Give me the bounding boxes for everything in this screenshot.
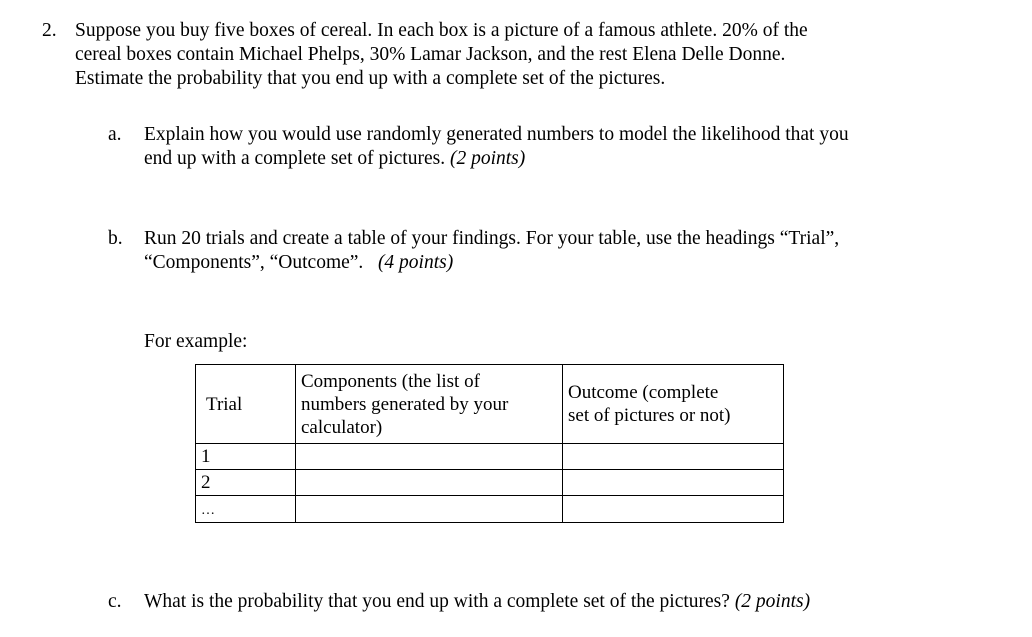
table-header-row bbox=[196, 365, 784, 444]
part-c-text bbox=[144, 590, 810, 614]
part-c-line: What is the probability that you end up with a complete set of the pictures? bbox=[144, 591, 730, 612]
part-a-letter: a. bbox=[108, 124, 122, 145]
part-b-line2: “Components”, “Outcome”. bbox=[144, 252, 364, 273]
header-components-line: numbers generated by your bbox=[301, 393, 509, 415]
part-b-text bbox=[144, 227, 839, 275]
header-components-line: Components (the list of bbox=[301, 370, 480, 392]
components-cell bbox=[296, 470, 563, 496]
part-b-line: Run 20 trials and create a table of your findings. For your table, use the headings “Trial”, bbox=[144, 228, 840, 249]
trial-cell-ellipsis: … bbox=[196, 496, 296, 523]
part-a-text bbox=[144, 123, 849, 171]
outcome-cell bbox=[563, 496, 784, 523]
part-a-line2: end up with a complete set of pictures. bbox=[144, 148, 446, 169]
part-b-letter: b. bbox=[108, 228, 123, 249]
question-line: Suppose you buy five boxes of cereal. In each box is a picture of a famous athlete. 20% of the bbox=[75, 20, 808, 41]
findings-table bbox=[195, 364, 784, 523]
question-line: cereal boxes contain Michael Phelps, 30% Lamar Jackson, and the rest Elena Delle Donne. bbox=[75, 44, 786, 65]
header-components-line: calculator) bbox=[301, 416, 383, 438]
header-outcome bbox=[563, 365, 784, 444]
outcome-cell bbox=[563, 444, 784, 470]
part-a-line bbox=[144, 147, 849, 171]
outcome-cell bbox=[563, 470, 784, 496]
part-a-points: (2 points) bbox=[449, 148, 526, 169]
trial-cell: 1 bbox=[196, 444, 296, 470]
header-outcome-line: set of pictures or not) bbox=[568, 405, 731, 426]
components-cell bbox=[296, 496, 563, 523]
part-c-points: (2 points) bbox=[734, 591, 811, 612]
question-line: Estimate the probability that you end up with a complete set of the pictures. bbox=[75, 68, 666, 89]
part-a-line: Explain how you would use randomly generated numbers to model the likelihood that you bbox=[144, 124, 849, 145]
table-row bbox=[196, 444, 784, 470]
table-row bbox=[196, 470, 784, 496]
table-row bbox=[196, 496, 784, 523]
header-outcome-line: Outcome (complete bbox=[568, 382, 719, 403]
question-number: 2. bbox=[42, 20, 57, 41]
header-components bbox=[296, 365, 563, 444]
part-c-letter: c. bbox=[108, 591, 122, 612]
question-text bbox=[75, 19, 808, 91]
part-b-points: (4 points) bbox=[377, 252, 454, 273]
part-b-line bbox=[144, 251, 839, 275]
trial-cell: 2 bbox=[196, 470, 296, 496]
header-trial: Trial bbox=[196, 365, 296, 444]
example-label: For example: bbox=[144, 331, 248, 352]
components-cell bbox=[296, 444, 563, 470]
